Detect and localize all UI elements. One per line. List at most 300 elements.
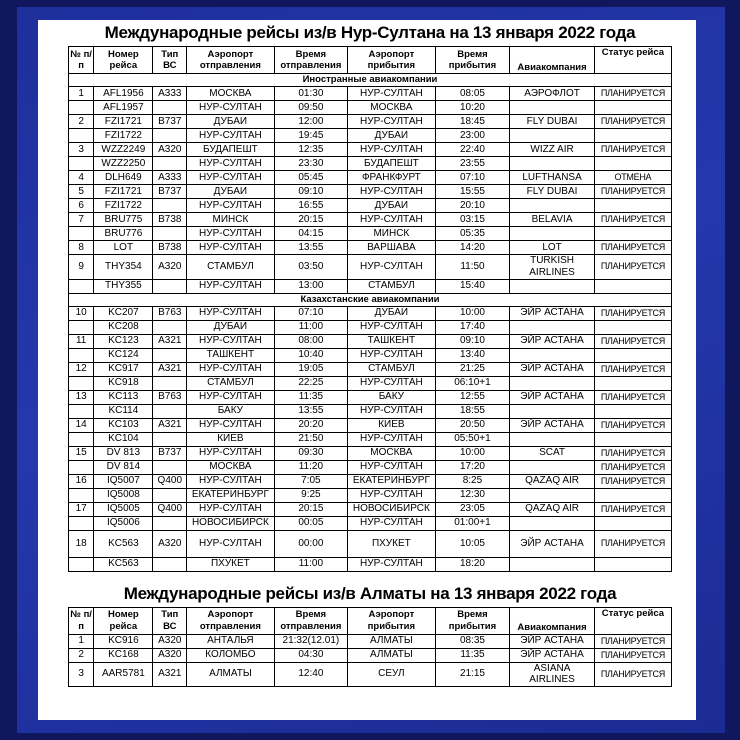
cell-arrival-time: 15:40 bbox=[435, 279, 510, 293]
flight-row bbox=[69, 143, 672, 157]
cell-departure-time: 01:30 bbox=[274, 87, 348, 101]
cell-departure-time: 00:05 bbox=[274, 516, 348, 530]
cell-aircraft-type bbox=[153, 157, 187, 171]
cell-flight-number: KC916 bbox=[94, 634, 153, 648]
cell-airline: ASIANA AIRLINES bbox=[510, 662, 594, 687]
cell-row-number: 1 bbox=[69, 87, 94, 101]
cell-arrival-airport: НУР-СУЛТАН bbox=[348, 404, 435, 418]
cell-flight-number: WZZ2249 bbox=[94, 143, 153, 157]
cell-row-number: 11 bbox=[69, 334, 94, 348]
col-header-arrival-airport: Аэропорт прибытия bbox=[348, 47, 435, 74]
cell-departure-time: 00:00 bbox=[274, 530, 348, 557]
cell-departure-airport: ЕКАТЕРИНБУРГ bbox=[187, 488, 274, 502]
cell-airline bbox=[510, 227, 594, 241]
cell-arrival-airport: НУР-СУЛТАН bbox=[348, 87, 435, 101]
cell-flight-status: ПЛАНИРУЕТСЯ bbox=[594, 474, 671, 488]
cell-airline bbox=[510, 129, 594, 143]
cell-flight-number: KC103 bbox=[94, 418, 153, 432]
cell-row-number bbox=[69, 516, 94, 530]
cell-arrival-airport: АЛМАТЫ bbox=[348, 648, 435, 662]
cell-airline bbox=[510, 199, 594, 213]
cell-aircraft-type: B763 bbox=[153, 306, 187, 320]
cell-flight-number: AFL1956 bbox=[94, 87, 153, 101]
cell-arrival-time: 01:00+1 bbox=[435, 516, 510, 530]
cell-arrival-time: 10:05 bbox=[435, 530, 510, 557]
cell-departure-time: 04:15 bbox=[274, 227, 348, 241]
cell-arrival-time: 10:20 bbox=[435, 101, 510, 115]
flight-row bbox=[69, 115, 672, 129]
flight-row bbox=[69, 460, 672, 474]
cell-flight-number: FZI1722 bbox=[94, 129, 153, 143]
flight-row bbox=[69, 348, 672, 362]
cell-flight-status: ПЛАНИРУЕТСЯ bbox=[594, 634, 671, 648]
cell-departure-time: 22:25 bbox=[274, 376, 348, 390]
cell-arrival-time: 17:20 bbox=[435, 460, 510, 474]
cell-airline bbox=[510, 376, 594, 390]
cell-flight-status: ПЛАНИРУЕТСЯ bbox=[594, 306, 671, 320]
cell-row-number: 14 bbox=[69, 418, 94, 432]
flight-row bbox=[69, 279, 672, 293]
cell-flight-number: KC207 bbox=[94, 306, 153, 320]
cell-flight-status bbox=[594, 199, 671, 213]
cell-aircraft-type bbox=[153, 432, 187, 446]
cell-row-number: 15 bbox=[69, 446, 94, 460]
cell-flight-status: ПЛАНИРУЕТСЯ bbox=[594, 446, 671, 460]
cell-aircraft-type: A320 bbox=[153, 634, 187, 648]
cell-arrival-airport: СТАМБУЛ bbox=[348, 362, 435, 376]
col-header-aircraft-type: Тип ВС bbox=[153, 47, 187, 74]
col-header-flight-status: Статус рейса bbox=[594, 47, 671, 74]
cell-departure-airport: ДУБАИ bbox=[187, 115, 274, 129]
cell-flight-number: IQ5005 bbox=[94, 502, 153, 516]
flight-row bbox=[69, 227, 672, 241]
cell-flight-status: ПЛАНИРУЕТСЯ bbox=[594, 241, 671, 255]
cell-row-number: 12 bbox=[69, 362, 94, 376]
cell-aircraft-type: A320 bbox=[153, 255, 187, 280]
cell-flight-number: IQ5007 bbox=[94, 474, 153, 488]
cell-arrival-time: 07:10 bbox=[435, 171, 510, 185]
cell-aircraft-type: A320 bbox=[153, 143, 187, 157]
cell-airline: ЭЙР АСТАНА bbox=[510, 390, 594, 404]
cell-flight-number: BRU775 bbox=[94, 213, 153, 227]
cell-airline bbox=[510, 320, 594, 334]
cell-departure-airport: НУР-СУЛТАН bbox=[187, 199, 274, 213]
cell-arrival-time: 17:40 bbox=[435, 320, 510, 334]
cell-flight-status: ПЛАНИРУЕТСЯ bbox=[594, 530, 671, 557]
cell-flight-status: ПЛАНИРУЕТСЯ bbox=[594, 87, 671, 101]
cell-row-number bbox=[69, 460, 94, 474]
cell-arrival-airport: БУДАПЕШТ bbox=[348, 157, 435, 171]
cell-row-number: 17 bbox=[69, 502, 94, 516]
cell-departure-time: 20:15 bbox=[274, 213, 348, 227]
cell-arrival-airport: ФРАНКФУРТ bbox=[348, 171, 435, 185]
cell-arrival-airport: ЕКАТЕРИНБУРГ bbox=[348, 474, 435, 488]
cell-departure-airport: СТАМБУЛ bbox=[187, 376, 274, 390]
cell-airline: ЭЙР АСТАНА bbox=[510, 530, 594, 557]
cell-flight-number: BRU776 bbox=[94, 227, 153, 241]
cell-airline: LUFTHANSA bbox=[510, 171, 594, 185]
cell-row-number bbox=[69, 404, 94, 418]
cell-departure-airport: НУР-СУЛТАН bbox=[187, 171, 274, 185]
cell-arrival-airport: НУР-СУЛТАН bbox=[348, 320, 435, 334]
col-header-flight-number: Номер рейса bbox=[94, 607, 153, 634]
cell-departure-airport: ПХУКЕТ bbox=[187, 557, 274, 571]
cell-arrival-airport: НУР-СУЛТАН bbox=[348, 516, 435, 530]
flight-row bbox=[69, 255, 672, 280]
cell-aircraft-type bbox=[153, 557, 187, 571]
cell-row-number: 18 bbox=[69, 530, 94, 557]
almaty-flights-table bbox=[68, 607, 672, 688]
cell-departure-airport: АНТАЛЬЯ bbox=[187, 634, 274, 648]
flight-row bbox=[69, 320, 672, 334]
cell-aircraft-type: B737 bbox=[153, 185, 187, 199]
almaty-table-header bbox=[69, 607, 672, 634]
cell-aircraft-type: A333 bbox=[153, 171, 187, 185]
cell-departure-time: 03:50 bbox=[274, 255, 348, 280]
cell-arrival-airport: СЕУЛ bbox=[348, 662, 435, 687]
cell-airline: ЭЙР АСТАНА bbox=[510, 362, 594, 376]
cell-arrival-airport: НУР-СУЛТАН bbox=[348, 213, 435, 227]
nur-sultan-flights-table bbox=[68, 46, 672, 572]
cell-row-number bbox=[69, 376, 94, 390]
nur-sultan-table-title: Международные рейсы из/в Нур-Султана на 13 января 2022 года bbox=[104, 23, 636, 42]
cell-airline: WIZZ AIR bbox=[510, 143, 594, 157]
flight-row bbox=[69, 662, 672, 687]
cell-aircraft-type: B737 bbox=[153, 446, 187, 460]
almaty-table-body bbox=[69, 634, 672, 687]
cell-row-number bbox=[69, 101, 94, 115]
cell-departure-airport: НУР-СУЛТАН bbox=[187, 418, 274, 432]
cell-flight-status: ПЛАНИРУЕТСЯ bbox=[594, 143, 671, 157]
cell-aircraft-type: B738 bbox=[153, 241, 187, 255]
cell-departure-time: 21:32(12.01) bbox=[274, 634, 348, 648]
cell-arrival-airport: МОСКВА bbox=[348, 101, 435, 115]
cell-arrival-airport: КИЕВ bbox=[348, 418, 435, 432]
flight-row bbox=[69, 488, 672, 502]
cell-departure-airport: НУР-СУЛТАН bbox=[187, 474, 274, 488]
cell-arrival-time: 09:10 bbox=[435, 334, 510, 348]
cell-flight-number: IQ5008 bbox=[94, 488, 153, 502]
flight-row bbox=[69, 557, 672, 571]
cell-flight-status bbox=[594, 129, 671, 143]
cell-airline bbox=[510, 557, 594, 571]
cell-flight-number: KC918 bbox=[94, 376, 153, 390]
cell-aircraft-type: A321 bbox=[153, 662, 187, 687]
cell-aircraft-type: B737 bbox=[153, 115, 187, 129]
cell-departure-airport: НУР-СУЛТАН bbox=[187, 502, 274, 516]
cell-flight-number: KC563 bbox=[94, 530, 153, 557]
cell-flight-number: DLH649 bbox=[94, 171, 153, 185]
cell-departure-airport: КИЕВ bbox=[187, 432, 274, 446]
cell-row-number: 3 bbox=[69, 143, 94, 157]
cell-aircraft-type bbox=[153, 101, 187, 115]
cell-departure-time: 11:35 bbox=[274, 390, 348, 404]
cell-arrival-time: 23:55 bbox=[435, 157, 510, 171]
cell-airline: ЭЙР АСТАНА bbox=[510, 648, 594, 662]
cell-departure-time: 11:00 bbox=[274, 320, 348, 334]
cell-airline: ЭЙР АСТАНА bbox=[510, 634, 594, 648]
cell-aircraft-type: A321 bbox=[153, 418, 187, 432]
cell-flight-status: ПЛАНИРУЕТСЯ bbox=[594, 418, 671, 432]
nur-sultan-table-header bbox=[69, 47, 672, 74]
cell-flight-number: KC124 bbox=[94, 348, 153, 362]
cell-row-number bbox=[69, 129, 94, 143]
cell-row-number: 8 bbox=[69, 241, 94, 255]
cell-flight-status: ПЛАНИРУЕТСЯ bbox=[594, 648, 671, 662]
cell-arrival-time: 14:20 bbox=[435, 241, 510, 255]
cell-arrival-time: 20:50 bbox=[435, 418, 510, 432]
cell-departure-time: 09:10 bbox=[274, 185, 348, 199]
cell-flight-number: DV 813 bbox=[94, 446, 153, 460]
cell-flight-number: THY355 bbox=[94, 279, 153, 293]
cell-aircraft-type: B738 bbox=[153, 213, 187, 227]
cell-airline: LOT bbox=[510, 241, 594, 255]
cell-departure-airport: МИНСК bbox=[187, 213, 274, 227]
cell-aircraft-type bbox=[153, 129, 187, 143]
cell-flight-status: ПЛАНИРУЕТСЯ bbox=[594, 255, 671, 280]
header-row bbox=[69, 47, 672, 74]
cell-departure-time: 04:30 bbox=[274, 648, 348, 662]
cell-flight-number: AAR5781 bbox=[94, 662, 153, 687]
cell-row-number: 3 bbox=[69, 662, 94, 687]
section-label: Иностранные авиакомпании bbox=[69, 74, 672, 87]
cell-flight-number: KC104 bbox=[94, 432, 153, 446]
cell-arrival-time: 13:40 bbox=[435, 348, 510, 362]
col-header-flight-number: Номер рейса bbox=[94, 47, 153, 74]
cell-flight-status: ПЛАНИРУЕТСЯ bbox=[594, 213, 671, 227]
flight-row bbox=[69, 87, 672, 101]
cell-flight-number: FZI1721 bbox=[94, 115, 153, 129]
cell-departure-time: 19:45 bbox=[274, 129, 348, 143]
cell-departure-airport: МОСКВА bbox=[187, 87, 274, 101]
cell-flight-status: ПЛАНИРУЕТСЯ bbox=[594, 334, 671, 348]
cell-flight-number: KC168 bbox=[94, 648, 153, 662]
cell-airline: ЭЙР АСТАНА bbox=[510, 334, 594, 348]
cell-arrival-time: 06:10+1 bbox=[435, 376, 510, 390]
cell-arrival-airport: НУР-СУЛТАН bbox=[348, 143, 435, 157]
cell-airline: SCAT bbox=[510, 446, 594, 460]
cell-airline: АЭРОФЛОТ bbox=[510, 87, 594, 101]
cell-arrival-airport: НУР-СУЛТАН bbox=[348, 432, 435, 446]
cell-row-number bbox=[69, 279, 94, 293]
col-header-arrival-airport: Аэропорт прибытия bbox=[348, 607, 435, 634]
cell-departure-airport: НУР-СУЛТАН bbox=[187, 530, 274, 557]
cell-departure-airport: БАКУ bbox=[187, 404, 274, 418]
cell-departure-airport: ДУБАИ bbox=[187, 320, 274, 334]
flight-row bbox=[69, 418, 672, 432]
cell-flight-status bbox=[594, 488, 671, 502]
flight-row bbox=[69, 213, 672, 227]
cell-flight-status: ПЛАНИРУЕТСЯ bbox=[594, 185, 671, 199]
cell-departure-time: 12:00 bbox=[274, 115, 348, 129]
flight-row bbox=[69, 474, 672, 488]
cell-departure-airport: СТАМБУЛ bbox=[187, 255, 274, 280]
cell-arrival-airport: МОСКВА bbox=[348, 446, 435, 460]
cell-flight-status: ПЛАНИРУЕТСЯ bbox=[594, 460, 671, 474]
cell-flight-number: THY354 bbox=[94, 255, 153, 280]
cell-departure-airport: НУР-СУЛТАН bbox=[187, 227, 274, 241]
cell-arrival-airport: БАКУ bbox=[348, 390, 435, 404]
cell-aircraft-type bbox=[153, 460, 187, 474]
cell-arrival-time: 22:40 bbox=[435, 143, 510, 157]
schedule-panel bbox=[38, 20, 696, 720]
flight-row bbox=[69, 129, 672, 143]
cell-aircraft-type: B763 bbox=[153, 390, 187, 404]
cell-departure-airport: НУР-СУЛТАН bbox=[187, 390, 274, 404]
cell-aircraft-type bbox=[153, 488, 187, 502]
cell-arrival-time: 23:05 bbox=[435, 502, 510, 516]
cell-aircraft-type: A321 bbox=[153, 362, 187, 376]
col-header-departure-time: Время отправления bbox=[274, 607, 348, 634]
nur-sultan-table-body bbox=[69, 74, 672, 572]
cell-departure-time: 9:25 bbox=[274, 488, 348, 502]
cell-row-number bbox=[69, 557, 94, 571]
cell-aircraft-type: Q400 bbox=[153, 474, 187, 488]
cell-row-number bbox=[69, 320, 94, 334]
cell-departure-airport: АЛМАТЫ bbox=[187, 662, 274, 687]
cell-airline: FLY DUBAI bbox=[510, 115, 594, 129]
cell-arrival-time: 15:55 bbox=[435, 185, 510, 199]
cell-arrival-time: 08:35 bbox=[435, 634, 510, 648]
cell-flight-status: ПЛАНИРУЕТСЯ bbox=[594, 362, 671, 376]
cell-arrival-airport: НОВОСИБИРСК bbox=[348, 502, 435, 516]
cell-arrival-time: 18:55 bbox=[435, 404, 510, 418]
cell-arrival-time: 05:35 bbox=[435, 227, 510, 241]
cell-departure-time: 11:00 bbox=[274, 557, 348, 571]
cell-flight-status bbox=[594, 376, 671, 390]
cell-departure-airport: НУР-СУЛТАН bbox=[187, 129, 274, 143]
cell-departure-time: 19:05 bbox=[274, 362, 348, 376]
cell-departure-airport: БУДАПЕШТ bbox=[187, 143, 274, 157]
section-label: Казахстанские авиакомпании bbox=[69, 293, 672, 306]
cell-arrival-time: 11:35 bbox=[435, 648, 510, 662]
cell-row-number: 2 bbox=[69, 115, 94, 129]
col-header-arrival-time: Время прибытия bbox=[435, 47, 510, 74]
cell-arrival-airport: НУР-СУЛТАН bbox=[348, 115, 435, 129]
cell-airline bbox=[510, 432, 594, 446]
cell-row-number: 1 bbox=[69, 634, 94, 648]
cell-departure-airport: НУР-СУЛТАН bbox=[187, 306, 274, 320]
cell-departure-time: 7:05 bbox=[274, 474, 348, 488]
flight-row bbox=[69, 530, 672, 557]
cell-arrival-airport: НУР-СУЛТАН bbox=[348, 255, 435, 280]
cell-airline: TURKISH AIRLINES bbox=[510, 255, 594, 280]
cell-arrival-time: 23:00 bbox=[435, 129, 510, 143]
cell-aircraft-type: Q400 bbox=[153, 502, 187, 516]
cell-departure-time: 10:40 bbox=[274, 348, 348, 362]
cell-row-number: 7 bbox=[69, 213, 94, 227]
header-row bbox=[69, 607, 672, 634]
cell-departure-airport: НУР-СУЛТАН bbox=[187, 279, 274, 293]
cell-row-number: 2 bbox=[69, 648, 94, 662]
cell-flight-status bbox=[594, 101, 671, 115]
cell-airline bbox=[510, 348, 594, 362]
cell-arrival-airport: ДУБАИ bbox=[348, 306, 435, 320]
cell-arrival-airport: ПХУКЕТ bbox=[348, 530, 435, 557]
col-header-arrival-time: Время прибытия bbox=[435, 607, 510, 634]
cell-departure-airport: НУР-СУЛТАН bbox=[187, 334, 274, 348]
cell-arrival-airport: НУР-СУЛТАН bbox=[348, 488, 435, 502]
cell-aircraft-type: A321 bbox=[153, 334, 187, 348]
cell-airline bbox=[510, 404, 594, 418]
col-header-departure-airport: Аэропорт отправления bbox=[187, 47, 274, 74]
cell-departure-time: 09:50 bbox=[274, 101, 348, 115]
flight-row bbox=[69, 502, 672, 516]
cell-departure-airport: НУР-СУЛТАН bbox=[187, 241, 274, 255]
cell-aircraft-type bbox=[153, 348, 187, 362]
cell-departure-time: 12:40 bbox=[274, 662, 348, 687]
cell-aircraft-type bbox=[153, 376, 187, 390]
cell-airline: ЭЙР АСТАНА bbox=[510, 418, 594, 432]
cell-flight-number: KC917 bbox=[94, 362, 153, 376]
cell-airline: QAZAQ AIR bbox=[510, 502, 594, 516]
cell-flight-status bbox=[594, 557, 671, 571]
flight-row bbox=[69, 446, 672, 460]
cell-flight-status: ПЛАНИРУЕТСЯ bbox=[594, 115, 671, 129]
cell-flight-number: DV 814 bbox=[94, 460, 153, 474]
flight-row bbox=[69, 432, 672, 446]
flight-row bbox=[69, 185, 672, 199]
cell-aircraft-type bbox=[153, 279, 187, 293]
cell-arrival-airport: НУР-СУЛТАН bbox=[348, 185, 435, 199]
cell-airline bbox=[510, 101, 594, 115]
cell-departure-airport: НУР-СУЛТАН bbox=[187, 101, 274, 115]
cell-arrival-time: 18:20 bbox=[435, 557, 510, 571]
cell-arrival-airport: ДУБАИ bbox=[348, 129, 435, 143]
cell-airline: ЭЙР АСТАНА bbox=[510, 306, 594, 320]
almaty-table-title: Международные рейсы из/в Алматы на 13 января 2022 года bbox=[123, 583, 617, 603]
cell-flight-status bbox=[594, 516, 671, 530]
cell-row-number bbox=[69, 157, 94, 171]
cell-departure-airport: ТАШКЕНТ bbox=[187, 348, 274, 362]
flight-row bbox=[69, 634, 672, 648]
flight-row bbox=[69, 241, 672, 255]
cell-departure-airport: НОВОСИБИРСК bbox=[187, 516, 274, 530]
cell-flight-number: KC563 bbox=[94, 557, 153, 571]
flight-row bbox=[69, 516, 672, 530]
cell-flight-status bbox=[594, 404, 671, 418]
col-header-departure-time: Время отправления bbox=[274, 47, 348, 74]
cell-row-number: 13 bbox=[69, 390, 94, 404]
cell-row-number: 4 bbox=[69, 171, 94, 185]
cell-departure-time: 12:35 bbox=[274, 143, 348, 157]
cell-arrival-time: 12:30 bbox=[435, 488, 510, 502]
cell-flight-number: FZI1721 bbox=[94, 185, 153, 199]
cell-departure-time: 23:30 bbox=[274, 157, 348, 171]
cell-flight-status: ОТМЕНА bbox=[594, 171, 671, 185]
cell-departure-airport: ДУБАИ bbox=[187, 185, 274, 199]
flight-row bbox=[69, 362, 672, 376]
flight-row bbox=[69, 157, 672, 171]
cell-aircraft-type: A320 bbox=[153, 530, 187, 557]
cell-flight-status: ПЛАНИРУЕТСЯ bbox=[594, 390, 671, 404]
cell-flight-status bbox=[594, 432, 671, 446]
cell-departure-time: 05:45 bbox=[274, 171, 348, 185]
cell-airline: FLY DUBAI bbox=[510, 185, 594, 199]
cell-departure-time: 20:20 bbox=[274, 418, 348, 432]
cell-arrival-time: 8:25 bbox=[435, 474, 510, 488]
flight-row bbox=[69, 390, 672, 404]
cell-arrival-time: 20:10 bbox=[435, 199, 510, 213]
cell-arrival-time: 12:55 bbox=[435, 390, 510, 404]
cell-flight-number: KC123 bbox=[94, 334, 153, 348]
cell-flight-status bbox=[594, 157, 671, 171]
cell-flight-status bbox=[594, 279, 671, 293]
cell-arrival-airport: СТАМБУЛ bbox=[348, 279, 435, 293]
cell-flight-number: IQ5006 bbox=[94, 516, 153, 530]
cell-departure-airport: КОЛОМБО bbox=[187, 648, 274, 662]
cell-airline bbox=[510, 516, 594, 530]
